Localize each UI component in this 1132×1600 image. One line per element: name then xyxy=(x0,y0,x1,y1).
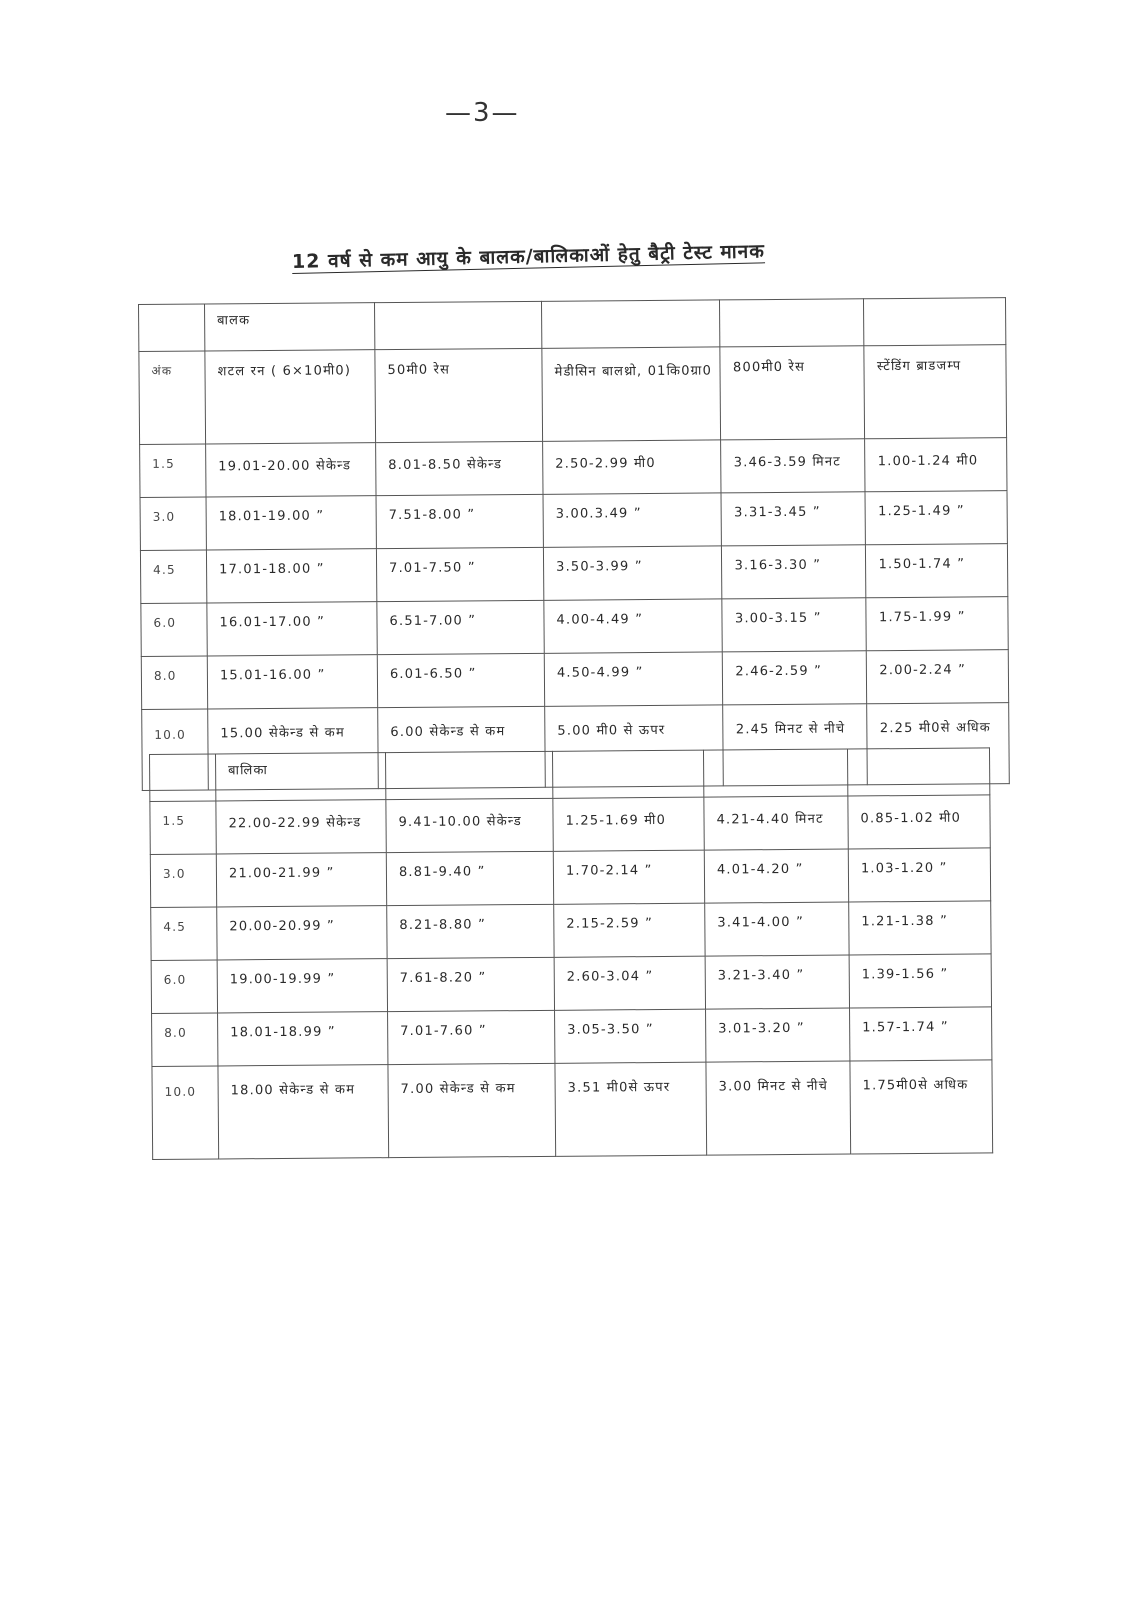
score-cell: 10.0 xyxy=(142,709,209,791)
table-cell: 7.01-7.60 ” xyxy=(388,1010,555,1064)
table-cell xyxy=(139,304,205,352)
score-cell: 4.5 xyxy=(140,550,206,604)
table-cell: 7.51-8.00 ” xyxy=(376,494,543,548)
score-cell: 3.0 xyxy=(140,497,206,551)
table-cell: 8.81-9.40 ” xyxy=(386,851,553,905)
score-cell: 4.5 xyxy=(151,907,217,961)
table-cell: 2.60-3.04 ” xyxy=(554,956,705,1010)
table-row xyxy=(141,650,1009,710)
table-cell: 8.21-8.80 ” xyxy=(387,904,554,958)
score-cell: 10.0 xyxy=(152,1066,219,1160)
header-row xyxy=(139,345,1007,445)
table-cell: 1.39-1.56 ” xyxy=(849,954,991,1008)
table-cell: 3.05-3.50 ” xyxy=(555,1009,706,1063)
table-row xyxy=(150,848,990,908)
table-cell: 16.01-17.00 ” xyxy=(207,602,377,656)
table-row xyxy=(139,298,1007,352)
table-cell: 18.01-19.00 ” xyxy=(206,496,376,550)
table-cell: 2.46-2.59 ” xyxy=(723,651,867,705)
table-cell: 1.25-1.69 मी0 xyxy=(553,797,704,851)
table-cell: 2.50-2.99 मी0 xyxy=(543,440,722,494)
table-cell: 2.00-2.24 ” xyxy=(867,650,1009,704)
boys-standards-table xyxy=(138,297,1010,791)
table-cell: 20.00-20.99 ” xyxy=(217,906,387,960)
table-cell: 7.01-7.50 ” xyxy=(376,547,543,601)
table-cell: 2.25 मी0से अधिक xyxy=(867,703,1010,785)
table-cell: 3.16-3.30 ” xyxy=(722,545,866,599)
table-row xyxy=(152,1007,992,1067)
table-cell: 2.45 मिनट से नीचे xyxy=(723,704,868,786)
score-cell: 1.5 xyxy=(150,801,216,855)
score-cell: 8.0 xyxy=(141,656,207,710)
boys-group-label: बालक xyxy=(205,303,375,351)
table-cell: 4.21-4.40 मिनट xyxy=(704,796,848,850)
table-cell: 18.00 सेकेन्ड से कम xyxy=(218,1065,389,1159)
table-cell: 19.01-20.00 सेकेन्ड xyxy=(206,443,376,497)
table-cell: 1.03-1.20 ” xyxy=(848,848,990,902)
document-title: 12 वर्ष से कम आयु के बालक/बालिकाओं हेतु बैट्री टेस्ट मानक xyxy=(291,240,766,273)
column-header: शटल रन ( 6×10मी0) xyxy=(205,350,376,444)
page-number: —3— xyxy=(445,98,520,128)
table-cell: 17.01-18.00 ” xyxy=(206,549,376,603)
table-cell: 19.00-19.99 ” xyxy=(217,959,387,1013)
table-cell: 3.00.3.49 ” xyxy=(543,493,722,547)
table-row xyxy=(140,544,1008,604)
table-row xyxy=(140,491,1008,551)
score-cell: 6.0 xyxy=(141,603,207,657)
table-cell: 7.61-8.20 ” xyxy=(387,957,554,1011)
table-cell: 3.31-3.45 ” xyxy=(721,492,865,546)
score-cell: 1.5 xyxy=(140,444,206,498)
table-row xyxy=(151,901,991,961)
table-cell: 15.01-16.00 ” xyxy=(207,655,377,709)
table-cell: 1.75-1.99 ” xyxy=(866,597,1008,651)
table-cell: 6.00 सेकेन्ड से कम xyxy=(378,706,546,788)
table-row xyxy=(141,597,1009,657)
table-cell: 1.21-1.38 ” xyxy=(849,901,991,955)
score-cell: 3.0 xyxy=(150,854,216,908)
table-row xyxy=(151,954,991,1014)
column-header: 800मी0 रेस xyxy=(720,346,865,440)
table-cell: 3.46-3.59 मिनट xyxy=(721,439,865,493)
table-cell: 6.51-7.00 ” xyxy=(377,600,544,654)
table-cell: 0.85-1.02 मी0 xyxy=(848,795,990,849)
column-header: अंक xyxy=(139,351,206,445)
score-cell: 6.0 xyxy=(151,960,217,1014)
table-cell: 1.57-1.74 ” xyxy=(850,1007,992,1061)
table-cell: 5.00 मी0 से ऊपर xyxy=(545,705,724,787)
table-cell: 3.51 मी0से ऊपर xyxy=(555,1062,707,1156)
table-cell: 3.01-3.20 ” xyxy=(706,1008,850,1062)
table-cell: 4.50-4.99 ” xyxy=(544,652,723,706)
table-cell: 22.00-22.99 सेकेन्ड xyxy=(216,800,386,854)
table-row xyxy=(150,748,990,802)
table-row xyxy=(140,438,1008,498)
table-cell: 3.00 मिनट से नीचे xyxy=(706,1061,851,1155)
table-cell: 21.00-21.99 ” xyxy=(216,853,386,907)
table-row xyxy=(152,1060,993,1160)
table-cell: 9.41-10.00 सेकेन्ड xyxy=(386,798,553,852)
table-cell: 3.50-3.99 ” xyxy=(543,546,722,600)
table-cell: 1.00-1.24 मी0 xyxy=(865,438,1007,492)
column-header: मेडीसिन बालथ्रो, 01कि0ग्रा0 xyxy=(542,347,721,441)
table-cell: 2.15-2.59 ” xyxy=(554,903,705,957)
table-cell xyxy=(150,754,216,802)
table-row xyxy=(150,795,990,855)
column-header: 50मी0 रेस xyxy=(375,348,543,442)
table-cell: 1.70-2.14 ” xyxy=(553,850,704,904)
table-cell: 7.00 सेकेन्ड से कम xyxy=(388,1063,556,1157)
table-cell: 3.41-4.00 ” xyxy=(705,902,849,956)
table-cell: 18.01-18.99 ” xyxy=(218,1012,388,1066)
table-cell: 4.01-4.20 ” xyxy=(704,849,848,903)
table-cell: 1.75मी0से अधिक xyxy=(850,1060,993,1154)
table-cell: 8.01-8.50 सेकेन्ड xyxy=(376,441,543,495)
table-cell: 3.00-3.15 ” xyxy=(722,598,866,652)
table-cell: 4.00-4.49 ” xyxy=(544,599,723,653)
table-cell: 1.50-1.74 ” xyxy=(866,544,1008,598)
table-cell: 6.01-6.50 ” xyxy=(377,653,544,707)
girls-standards-table xyxy=(149,747,993,1160)
table-cell: 15.00 सेकेन्ड से कम xyxy=(208,708,379,790)
column-header: स्टेंडिंग ब्राडजम्प xyxy=(864,345,1007,439)
score-cell: 8.0 xyxy=(152,1013,218,1067)
table-cell: 3.21-3.40 ” xyxy=(705,955,849,1009)
girls-group-label: बालिका xyxy=(216,753,386,801)
table-cell: 1.25-1.49 ” xyxy=(865,491,1007,545)
